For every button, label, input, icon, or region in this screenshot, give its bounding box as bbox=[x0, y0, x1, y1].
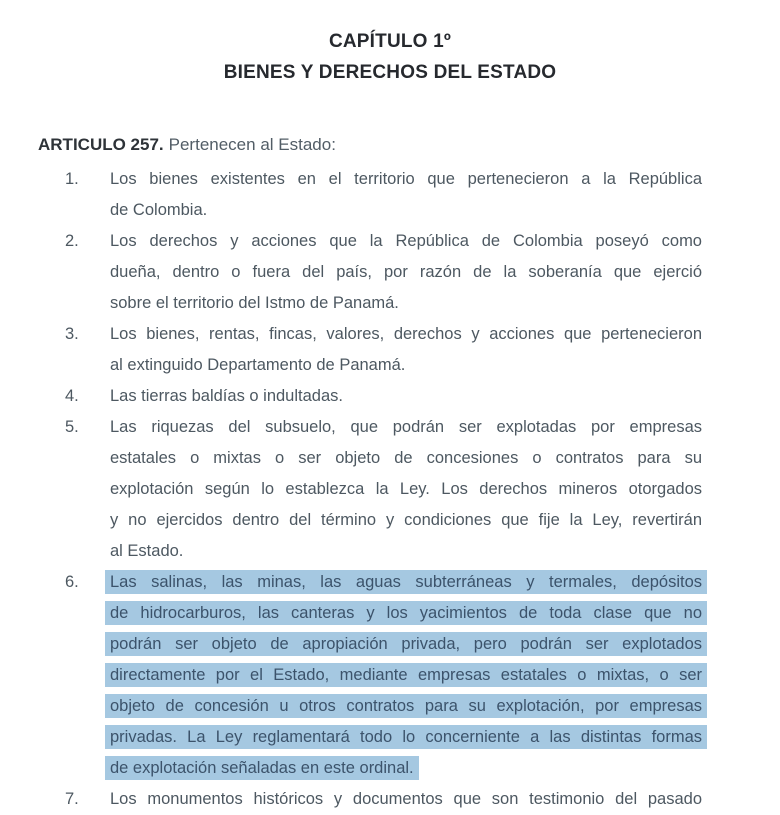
text-line: estatales o mixtas o ser objeto de concesiones o contratos para su bbox=[110, 449, 702, 467]
list-item-1 bbox=[65, 164, 702, 226]
text-line: sobre el territorio del Istmo de Panamá. bbox=[110, 294, 399, 312]
highlighted-text-line: privadas. La Ley reglamentará todo lo concerniente a las distintas formas bbox=[110, 722, 702, 753]
article-label: ARTICULO 257. bbox=[38, 135, 164, 154]
highlighted-text-line: de explotación señaladas en este ordinal. bbox=[110, 753, 702, 784]
text-line: al extinguido Departamento de Panamá. bbox=[110, 356, 406, 374]
text-line: explotación según lo establezca la Ley. Los derechos mineros otorgados bbox=[110, 480, 702, 498]
article-intro-text: Pertenecen al Estado: bbox=[168, 135, 336, 154]
text-line: Los monumentos históricos y documentos que son testimonio del pasado bbox=[110, 790, 702, 808]
item-number: 6. bbox=[65, 573, 79, 591]
item-number: 1. bbox=[65, 170, 79, 188]
highlighted-text-line: Las salinas, las minas, las aguas subterráneas y termales, depósitos bbox=[110, 567, 702, 598]
item-number: 5. bbox=[65, 418, 79, 436]
text-line: Los derechos y acciones que la República de Colombia poseyó como bbox=[110, 232, 702, 250]
text-line: dueña, dentro o fuera del país, por razón de la soberanía que ejerció bbox=[110, 263, 702, 281]
item-number: 7. bbox=[65, 790, 79, 808]
text-line: al Estado. bbox=[110, 542, 184, 560]
text-line: Los bienes, rentas, fincas, valores, derechos y acciones que pertenecieron bbox=[110, 325, 702, 343]
text-line: Las riquezas del subsuelo, que podrán ser explotadas por empresas bbox=[110, 418, 702, 436]
list-item-6 bbox=[65, 567, 702, 784]
text-line: Las tierras baldías o indultadas. bbox=[110, 387, 343, 405]
item-number: 3. bbox=[65, 325, 79, 343]
highlighted-item-text bbox=[110, 567, 702, 784]
item-text bbox=[110, 164, 702, 226]
highlighted-text-line: directamente por el Estado, mediante empresas estatales o mixtas, o ser bbox=[110, 660, 702, 691]
text-line: y no ejercidos dentro del término y condiciones que fije la Ley, revertirán bbox=[110, 511, 702, 529]
item-text bbox=[110, 319, 702, 381]
item-text bbox=[110, 784, 702, 815]
list-item-5 bbox=[65, 412, 702, 567]
chapter-heading: CAPÍTULO 1º bbox=[328, 31, 452, 52]
item-text bbox=[110, 226, 702, 319]
item-text bbox=[110, 412, 702, 567]
article-intro-paragraph bbox=[38, 133, 702, 156]
list-item-3 bbox=[65, 319, 702, 381]
section-title: BIENES Y DERECHOS DEL ESTADO bbox=[223, 62, 557, 83]
highlighted-text-line: de hidrocarburos, las canteras y los yacimientos de toda clase que no bbox=[110, 598, 702, 629]
list-item-2 bbox=[65, 226, 702, 319]
highlighted-text-line: objeto de concesión u otros contratos para su explotación, por empresas bbox=[110, 691, 702, 722]
highlighted-text-line: podrán ser objeto de apropiación privada, pero podrán ser explotados bbox=[110, 629, 702, 660]
ordered-list bbox=[65, 164, 702, 815]
text-line: de Colombia. bbox=[110, 201, 208, 219]
list-item-4 bbox=[65, 381, 702, 412]
list-item-7 bbox=[65, 784, 702, 815]
item-text bbox=[110, 381, 702, 412]
item-number: 2. bbox=[65, 232, 79, 250]
text-line: Los bienes existentes en el territorio que pertenecieron a la República bbox=[110, 170, 702, 188]
item-number: 4. bbox=[65, 387, 79, 405]
page-header bbox=[0, 0, 780, 85]
